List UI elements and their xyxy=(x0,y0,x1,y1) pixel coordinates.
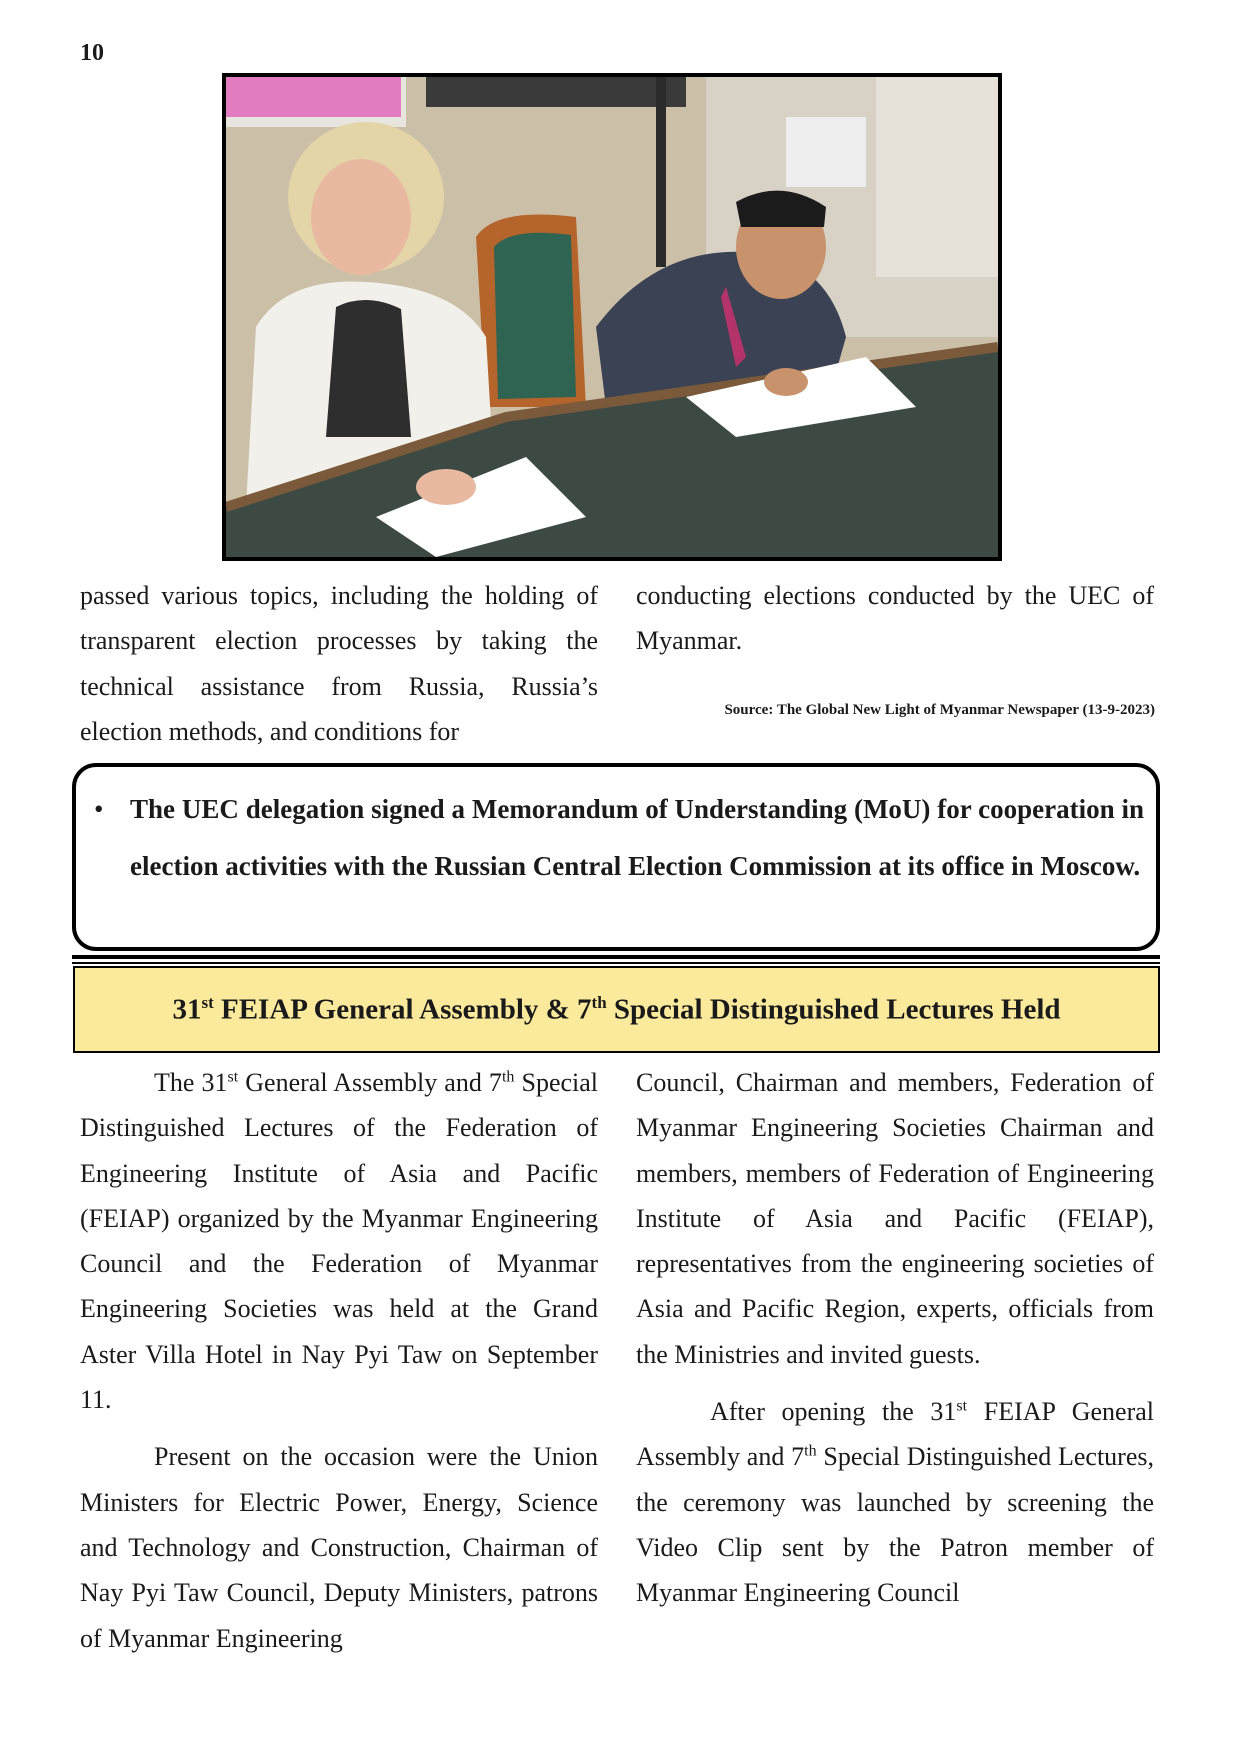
top-article-left-text: passed various topics, including the holding of transparent election processes by taking the technical assistance from Russia, Russia’s election methods, and conditions for xyxy=(80,581,598,746)
article-heading-box xyxy=(73,966,1160,1053)
superscript: st xyxy=(956,1397,968,1415)
source-credit: Source: The Global New Light of Myanmar Newspaper (13-9-2023) xyxy=(724,702,1155,718)
text-run: FEIAP General Assembly and 7 xyxy=(636,1397,1154,1472)
photo-illustration xyxy=(226,77,998,557)
highlight-text: The UEC delegation signed a Memorandum of Understanding (MoU) for cooperation in election activities with the Russian Central Election Commission at its office in Moscow. xyxy=(130,794,1144,881)
heading-sup-1: st xyxy=(201,992,214,1012)
text-run: General Assembly and 7 xyxy=(238,1068,502,1097)
heading-part-2: FEIAP General Assembly & 7 xyxy=(213,993,592,1026)
heading-part-3: Special Distinguished Lectures Held xyxy=(606,993,1061,1026)
text-run: After opening the 31 xyxy=(710,1397,957,1427)
feiap-left-column xyxy=(80,1060,598,1661)
feiap-right-column xyxy=(636,1060,1154,1616)
feiap-left-paragraph-2: Present on the occasion were the Union Ministers for Electric Power, Energy, Science and Technology and Construction, Chairman of Nay Pyi Taw Council, Deputy Ministers, patrons of Myanmar Engineering xyxy=(80,1442,598,1653)
top-article-right-column xyxy=(636,573,1154,664)
heading-sup-2: th xyxy=(591,992,607,1012)
divider-thin xyxy=(72,962,1160,964)
bullet-point: • xyxy=(94,794,104,824)
feiap-left-paragraph-1 xyxy=(80,1060,598,1422)
article-heading xyxy=(172,993,1060,1027)
superscript: th xyxy=(804,1442,817,1460)
superscript: st xyxy=(227,1068,239,1086)
top-article-left-column xyxy=(80,573,598,754)
signing-ceremony-photo xyxy=(222,73,1002,561)
feiap-right-paragraph-2 xyxy=(636,1389,1154,1615)
highlight-box xyxy=(72,763,1160,951)
feiap-right-paragraph-1: Council, Chairman and members, Federation of Myanmar Engineering Societies Chairman and members, members of Federation of Engineering Institute of Asia and Pacific (FEIAP), representatives from the engineering societies of Asia and Pacific Region, experts, officials from the Ministries and invited guests. xyxy=(636,1068,1154,1369)
text-run: Special Distinguished Lectures, the ceremony was launched by screening the Video Clip sent by the Patron member of Myanmar Engineering Council xyxy=(636,1442,1154,1608)
text-run: Special Distinguished Lectures of the Federation of Engineering Institute of Asia and Pacific (FEIAP) organized by the Myanmar Engineering Council and the Federation of Myanmar Engineering Societies was held at the Grand Aster Villa Hotel in Nay Pyi Taw on September 11. xyxy=(80,1068,599,1415)
superscript: th xyxy=(501,1068,515,1086)
divider-thick xyxy=(72,955,1160,959)
heading-part-1: 31 xyxy=(172,993,202,1026)
text-run: The 31 xyxy=(154,1068,228,1097)
top-article-right-text: conducting elections conducted by the UEC of Myanmar. xyxy=(636,581,1154,656)
page-number: 10 xyxy=(80,40,104,66)
